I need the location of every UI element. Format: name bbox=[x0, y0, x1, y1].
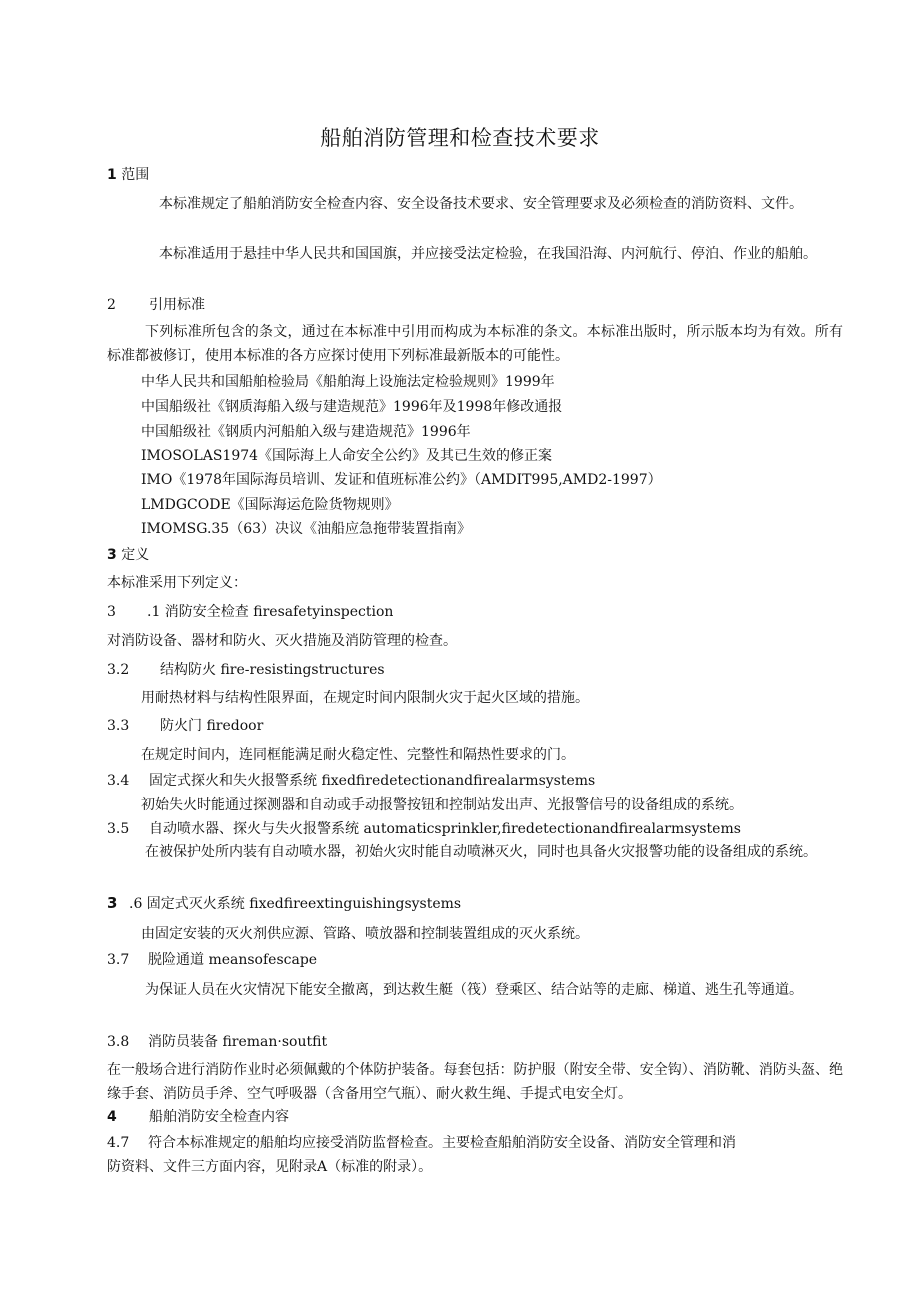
section-2-heading bbox=[107, 296, 205, 314]
section-4-number: 4 bbox=[107, 1109, 117, 1125]
section-1-heading bbox=[107, 166, 149, 184]
definition-3-6-term: 3 .6 固定式灭火系统 fixedfireextinguishingsystems bbox=[107, 894, 462, 912]
section-3-number: 3 bbox=[107, 547, 117, 563]
clause-4-7-line-2: 防资料、文件三方面内容，见附录A（标准的附录）。 bbox=[107, 1159, 433, 1175]
definition-3-6-text: 由固定安装的灭火剂供应源、管路、喷放器和控制装置组成的灭火系统。 bbox=[141, 926, 589, 942]
definition-3-7-term: 3.7 脱险通道 meansofescape bbox=[107, 952, 318, 968]
reference-item: 中华人民共和国船舶检验局《船舶海上设施法定检验规则》1999年 bbox=[141, 374, 555, 390]
definition-3-5-term: 3.5 自动喷水器、探火与失火报警系统 automaticsprinkler,firedetectionandfirealarmsystems bbox=[107, 821, 741, 837]
definition-3-5-text: 在被保护处所内装有自动喷水器，初始火灾时能自动喷淋灭火，同时也具备火灾报警功能的设备组成的系统。 bbox=[145, 844, 817, 860]
definition-3-4-term: 3.4 固定式探火和失火报警系统 fixedfiredetectionandfirealarmsystems bbox=[107, 773, 596, 789]
reference-item: 中国船级社《钢质海船入级与建造规范》1996年及1998年修改通报 bbox=[141, 399, 563, 415]
definition-3-1-term: 3 .1 消防安全检查 firesafetyinspection bbox=[107, 604, 394, 620]
definition-3-7-text: 为保证人员在火灾情况下能安全撤离，到达救生艇（筏）登乘区、结合站等的走廊、梯道、逃生孔等通道。 bbox=[145, 982, 803, 998]
definition-3-1-text: 对消防设备、器材和防火、灭火措施及消防管理的检查。 bbox=[107, 633, 457, 649]
reference-item: IMOSOLAS1974《国际海上人命安全公约》及其已生效的修正案 bbox=[141, 448, 553, 464]
clause-4-7-line-1: 4.7 符合本标准规定的船舶均应接受消防监督检查。主要检查船舶消防安全设备、消防安全管理和消 bbox=[107, 1135, 736, 1151]
reference-item: LMDGCODE《国际海运危险货物规则》 bbox=[141, 497, 399, 513]
page-title: 船舶消防管理和检查技术要求 bbox=[320, 126, 600, 150]
section-4-title: 船舶消防安全检查内容 bbox=[149, 1109, 289, 1125]
definition-3-8-text: 在一般场合进行消防作业时必须佩戴的个体防护装备。每套包括：防护服（附安全带、安全钩）、消防靴、消防头盔、绝缘手套、消防员手斧、空气呼吸器（含备用空气瓶）、耐火救生绳、手提式电安全灯。 bbox=[107, 1062, 843, 1102]
definition-3-4-text: 初始失火时能通过探测器和自动或手动报警按钮和控制站发出声、光报警信号的设备组成的系统。 bbox=[141, 797, 743, 813]
section-1-title: 范围 bbox=[121, 167, 150, 183]
section-2-paragraph: 下列标准所包含的条文，通过在本标准中引用而构成为本标准的条文。本标准出版时，所示版本均为有效。所有标准都被修订，使用本标准的各方应探讨使用下列标准最新版本的可能性。 bbox=[107, 324, 843, 364]
section-3-intro: 本标准采用下列定义： bbox=[107, 575, 247, 591]
section-3-heading bbox=[107, 546, 149, 564]
definition-3-3-term: 3.3 防火门 firedoor bbox=[107, 718, 264, 734]
definition-3-2-term: 3.2 结构防火 fire-resistingstructures bbox=[107, 662, 385, 678]
reference-item: IMO《1978年国际海员培训、发证和值班标准公约》（AMDIT995,AMD2-1997） bbox=[141, 472, 662, 488]
section-2-title: 引用标准 bbox=[149, 297, 205, 313]
reference-item: IMOMSG.35（63）决议《油船应急拖带装置指南》 bbox=[141, 521, 472, 537]
section-2-number: 2 bbox=[107, 297, 116, 313]
section-1-number: 1 bbox=[107, 167, 117, 183]
section-1-paragraph-2: 本标准适用于悬挂中华人民共和国国旗，并应接受法定检验，在我国沿海、内河航行、停泊、作业的船舶。 bbox=[159, 246, 817, 262]
reference-item: 中国船级社《钢质内河船舶入级与建造规范》1996年 bbox=[141, 424, 471, 440]
section-3-title: 定义 bbox=[121, 547, 150, 563]
section-1-paragraph-1: 本标准规定了船舶消防安全检查内容、安全设备技术要求、安全管理要求及必须检查的消防资料、文件。 bbox=[159, 196, 803, 212]
definition-3-2-text: 用耐热材料与结构性限界面，在规定时间内限制火灾于起火区域的措施。 bbox=[141, 690, 589, 706]
definition-3-3-text: 在规定时间内，连同框能满足耐火稳定性、完整性和隔热性要求的门。 bbox=[141, 747, 575, 763]
definition-3-8-term: 3.8 消防员装备 fireman·soutfit bbox=[107, 1034, 328, 1050]
section-4-heading bbox=[107, 1108, 289, 1126]
